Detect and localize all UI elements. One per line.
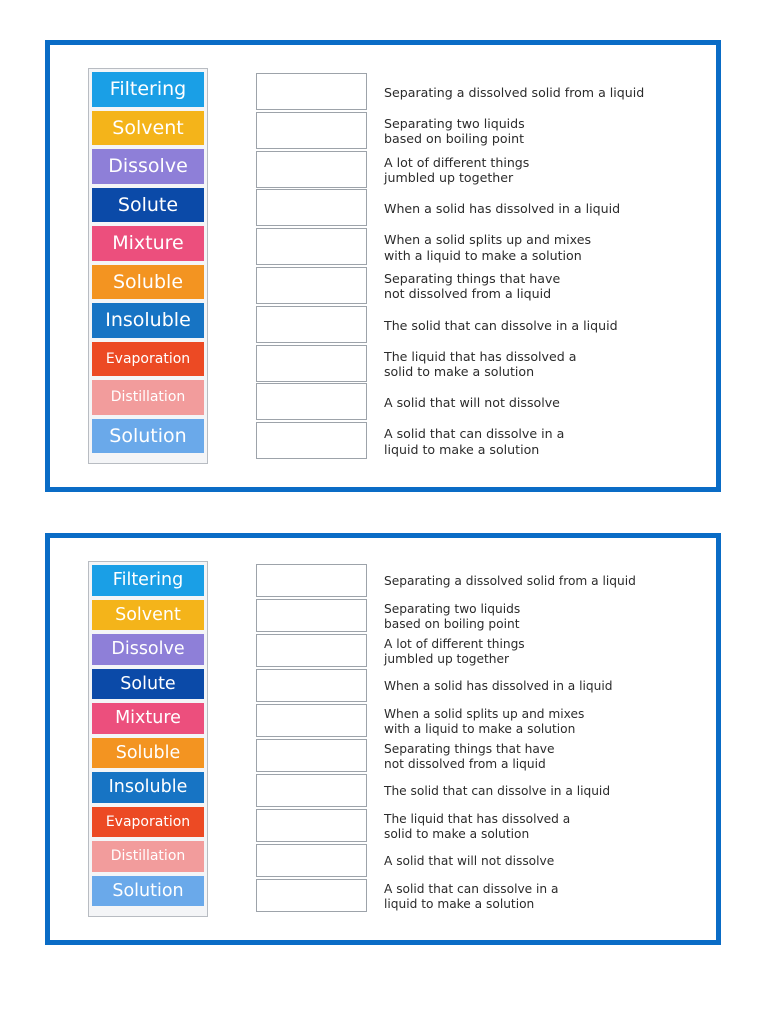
- definition-line: Separating two liquids: [384, 602, 521, 617]
- definition-line: solid to make a solution: [384, 826, 530, 841]
- definition-line: The solid that can dissolve in a liquid: [384, 317, 618, 333]
- word-tile-distillation[interactable]: Distillation: [92, 841, 204, 872]
- answer-box[interactable]: [256, 306, 367, 343]
- definition-item: [384, 599, 704, 634]
- answer-box[interactable]: [256, 739, 367, 772]
- word-bank: [88, 561, 208, 917]
- definition-item: [384, 879, 704, 914]
- word-tile-filtering[interactable]: Filtering: [92, 72, 204, 107]
- definition-line: solid to make a solution: [384, 363, 535, 379]
- answer-box[interactable]: [256, 151, 367, 188]
- word-tile-mixture[interactable]: Mixture: [92, 703, 204, 734]
- definition-item: [384, 774, 704, 809]
- definition-text: [384, 426, 564, 457]
- definition-line: The liquid that has dissolved a: [384, 812, 571, 827]
- word-tile-solution[interactable]: Solution: [92, 419, 204, 454]
- definition-item: [384, 73, 704, 112]
- definition-line: A solid that can dissolve in a: [384, 882, 559, 897]
- definition-item: [384, 306, 704, 345]
- definition-line: A solid that can dissolve in a: [384, 426, 565, 442]
- definition-line: A lot of different things: [384, 154, 530, 170]
- definition-item: [384, 189, 704, 228]
- word-bank: [88, 68, 208, 464]
- answer-box[interactable]: [256, 704, 367, 737]
- definition-line: A solid that will not dissolve: [384, 395, 560, 411]
- definition-line: When a solid has dissolved in a liquid: [384, 679, 613, 694]
- definition-item: [384, 228, 704, 267]
- definition-item: [384, 112, 704, 151]
- answer-box[interactable]: [256, 383, 367, 420]
- word-tile-evaporation[interactable]: Evaporation: [92, 342, 204, 377]
- word-tile-solute[interactable]: Solute: [92, 188, 204, 223]
- word-tile-insoluble[interactable]: Insoluble: [92, 772, 204, 803]
- answer-box[interactable]: [256, 564, 367, 597]
- answer-box[interactable]: [256, 112, 367, 149]
- definition-text: [384, 271, 560, 302]
- definition-item: [384, 564, 704, 599]
- answer-box[interactable]: [256, 879, 367, 912]
- definition-line: with a liquid to make a solution: [384, 247, 582, 263]
- definition-item: [384, 267, 704, 306]
- definition-text: [384, 201, 620, 216]
- answer-column: [256, 73, 367, 461]
- definition-column: [384, 73, 704, 461]
- definition-text: [384, 637, 525, 665]
- answer-box[interactable]: [256, 73, 367, 110]
- answer-box[interactable]: [256, 599, 367, 632]
- answer-box[interactable]: [256, 809, 367, 842]
- worksheet-1: [45, 40, 721, 492]
- answer-box[interactable]: [256, 422, 367, 459]
- definition-item: [384, 151, 704, 190]
- definition-text: [384, 85, 644, 100]
- answer-box[interactable]: [256, 669, 367, 702]
- definition-line: When a solid has dissolved in a liquid: [384, 201, 621, 217]
- definition-item: [384, 345, 704, 384]
- answer-box[interactable]: [256, 844, 367, 877]
- word-tile-mixture[interactable]: Mixture: [92, 226, 204, 261]
- answer-box[interactable]: [256, 345, 367, 382]
- definition-line: liquid to make a solution: [384, 896, 535, 911]
- definition-text: [384, 116, 525, 147]
- definition-item: [384, 634, 704, 669]
- answer-box[interactable]: [256, 634, 367, 667]
- definition-item: [384, 669, 704, 704]
- definition-text: [384, 854, 554, 868]
- definition-item: [384, 809, 704, 844]
- definition-line: When a solid splits up and mixes: [384, 232, 592, 248]
- word-tile-insoluble[interactable]: Insoluble: [92, 303, 204, 338]
- word-tile-dissolve[interactable]: Dissolve: [92, 634, 204, 665]
- definition-text: [384, 602, 520, 630]
- definition-line: not dissolved from a liquid: [384, 286, 552, 302]
- word-tile-solute[interactable]: Solute: [92, 669, 204, 700]
- word-tile-distillation[interactable]: Distillation: [92, 380, 204, 415]
- definition-text: [384, 155, 529, 186]
- definition-line: with a liquid to make a solution: [384, 721, 576, 736]
- definition-line: Separating a dissolved solid from a liquid: [384, 84, 645, 100]
- answer-box[interactable]: [256, 228, 367, 265]
- answer-column: [256, 564, 367, 914]
- word-tile-solvent[interactable]: Solvent: [92, 111, 204, 146]
- definition-text: [384, 707, 584, 735]
- definition-line: Separating a dissolved solid from a liquid: [384, 574, 636, 589]
- definition-text: [384, 679, 613, 693]
- word-tile-soluble[interactable]: Soluble: [92, 738, 204, 769]
- definition-item: [384, 704, 704, 739]
- definition-text: [384, 784, 610, 798]
- definition-text: [384, 882, 559, 910]
- definition-line: jumbled up together: [384, 169, 514, 185]
- definition-line: Separating things that have: [384, 271, 561, 287]
- definition-line: Separating two liquids: [384, 115, 525, 131]
- definition-line: not dissolved from a liquid: [384, 756, 546, 771]
- worksheet-2: [45, 533, 721, 945]
- definition-text: [384, 812, 570, 840]
- definition-item: [384, 422, 704, 461]
- definition-item: [384, 383, 704, 422]
- definition-item: [384, 739, 704, 774]
- definition-text: [384, 574, 636, 588]
- word-tile-dissolve[interactable]: Dissolve: [92, 149, 204, 184]
- definition-line: Separating things that have: [384, 742, 555, 757]
- word-tile-solvent[interactable]: Solvent: [92, 600, 204, 631]
- word-tile-evaporation[interactable]: Evaporation: [92, 807, 204, 838]
- definition-line: based on boiling point: [384, 616, 520, 631]
- answer-box[interactable]: [256, 189, 367, 226]
- answer-box[interactable]: [256, 774, 367, 807]
- definition-column: [384, 564, 704, 914]
- definition-line: A solid that will not dissolve: [384, 854, 555, 869]
- word-tile-solution[interactable]: Solution: [92, 876, 204, 907]
- definition-text: [384, 742, 555, 770]
- definition-line: When a solid splits up and mixes: [384, 707, 585, 722]
- word-tile-filtering[interactable]: Filtering: [92, 565, 204, 596]
- definition-line: liquid to make a solution: [384, 441, 540, 457]
- definition-item: [384, 844, 704, 879]
- definition-line: based on boiling point: [384, 131, 525, 147]
- definition-text: [384, 232, 591, 263]
- word-tile-soluble[interactable]: Soluble: [92, 265, 204, 300]
- answer-box[interactable]: [256, 267, 367, 304]
- definition-text: [384, 395, 560, 410]
- definition-line: The liquid that has dissolved a: [384, 348, 577, 364]
- definition-line: The solid that can dissolve in a liquid: [384, 784, 611, 799]
- definition-line: A lot of different things: [384, 637, 525, 652]
- definition-line: jumbled up together: [384, 651, 510, 666]
- definition-text: [384, 318, 618, 333]
- definition-text: [384, 349, 576, 380]
